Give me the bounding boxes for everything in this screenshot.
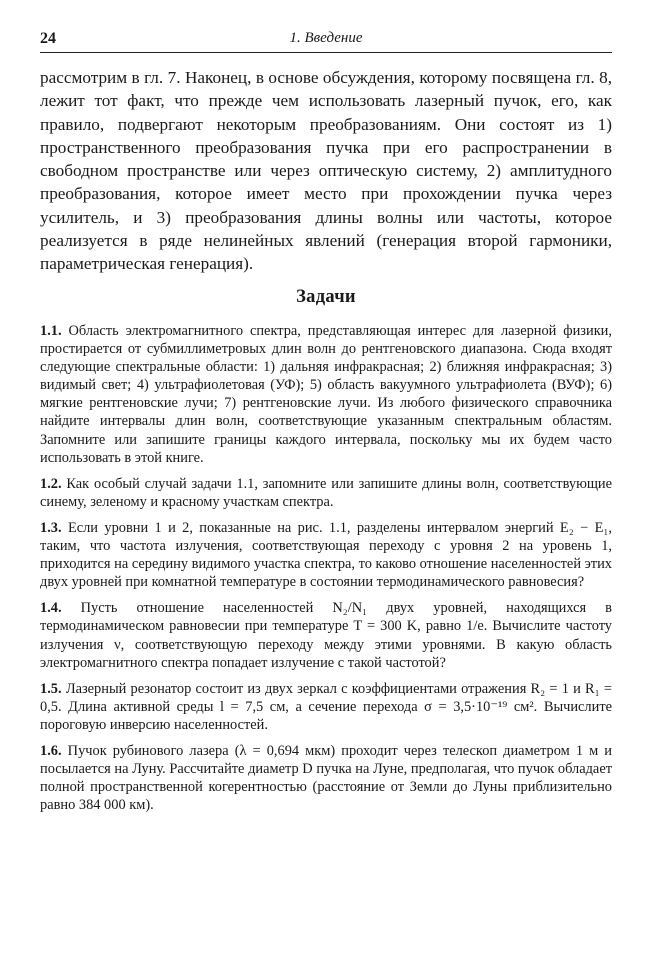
problem-text: Как особый случай задачи 1.1, запомните или запишите длины волн, соответствующие синему, зеленому и красному участкам спектра. <box>40 475 612 510</box>
intro-paragraph: рассмотрим в гл. 7. Наконец, в основе обсуждения, которому посвящена гл. 8, лежит тот факт, что прежде чем использовать лазерный пучок, его, как правило, подвергают некоторым преобразованиям. Они состоят из 1) пространственного преобразования пучка при его распространении в свободном пространстве или через оптическую систему, 2) амплитудного преобразования, которое имеет место при прохождении пучка через усилитель, и 3) преобразования длины волны или частоты, которое реализуется в ряде нелинейных явлений (генерация второй гармоники, параметрическая генерация). <box>40 68 612 274</box>
section-title: Задачи <box>296 287 356 307</box>
problem-item <box>40 599 612 671</box>
problem-number: 1.1. <box>40 323 62 339</box>
page-number: 24 <box>40 30 56 47</box>
running-title: 1. Введение <box>289 30 363 46</box>
problem-number: 1.2. <box>40 475 62 492</box>
problem-number: 1.3. <box>40 519 62 536</box>
problem-number: 1.5. <box>40 680 62 697</box>
problem-item <box>40 680 612 734</box>
problem-number: 1.6. <box>40 742 62 759</box>
problem-text: Пучок рубинового лазера (λ = 0,694 мкм) проходит через телескоп диаметром 1 м и посылается на Луну. Рассчитайте диаметр D пучка на Луне, предполагая, что пучок обладает полной пространственной когерентностью (расстояние от Земли до Луны приблизительно равно 384 000 км). <box>40 742 612 814</box>
problem-item <box>40 475 612 511</box>
problem-text: Если уровни 1 и 2, показанные на рис. 1.1, разделены интервалом энергий E₂ − E₁, таким, что частота излучения, соответствующая переходу с уровня 2 на уровень 1, приходится на середину видимого участка спектра, то каково отношение населенностей этих двух уровней при комнатной температуре в состоянии термодинамического равновесия? <box>40 519 612 591</box>
book-page <box>40 0 612 976</box>
problem-number: 1.4. <box>40 600 62 617</box>
problem-text: Пусть отношение населенностей N₂/N₁ двух уровней, находящихся в термодинамическом равновесии при температуре T = 300 K, равно 1/e. Вычислите частоту излучения ν, соответствующую переходу между этими уровнями. В какую область электромагнитного спектра попадает излучение с такой частотой? <box>40 600 612 671</box>
problem-text: Область электромагнитного спектра, представляющая интерес для лазерной физики, простирается от субмиллиметровых длин волн до рентгеновского диапазона. Сюда входят следующие спектральные области: 1) дальняя инфракрасная; 2) ближняя инфракрасная; 3) видимый свет; 4) ультрафиолетовая (УФ); 5) область вакуумного ультрафиолета (ВУФ); 6) мягкие рентгеновские лучи; 7) рентгеновские лучи. Из любого физического справочника найдите интервалы длин волн, соответствующие указанным спектральным областям. Запомните или запишите границы каждого интервала, поскольку мы их будем часто использовать в этой книге. <box>40 323 612 466</box>
problem-item <box>40 519 612 591</box>
problems-list <box>40 322 612 822</box>
problem-item <box>40 742 612 814</box>
header-rule <box>40 52 612 53</box>
problem-text: Лазерный резонатор состоит из двух зеркал с коэффициентами отражения R₂ = 1 и R₁ = 0,5. Длина активной среды l = 7,5 см, а сечение перехода σ = 3,5·10⁻¹⁹ см². Вычислите пороговую инверсию населенностей. <box>40 680 612 733</box>
page-header <box>40 30 612 52</box>
problem-item <box>40 322 612 467</box>
